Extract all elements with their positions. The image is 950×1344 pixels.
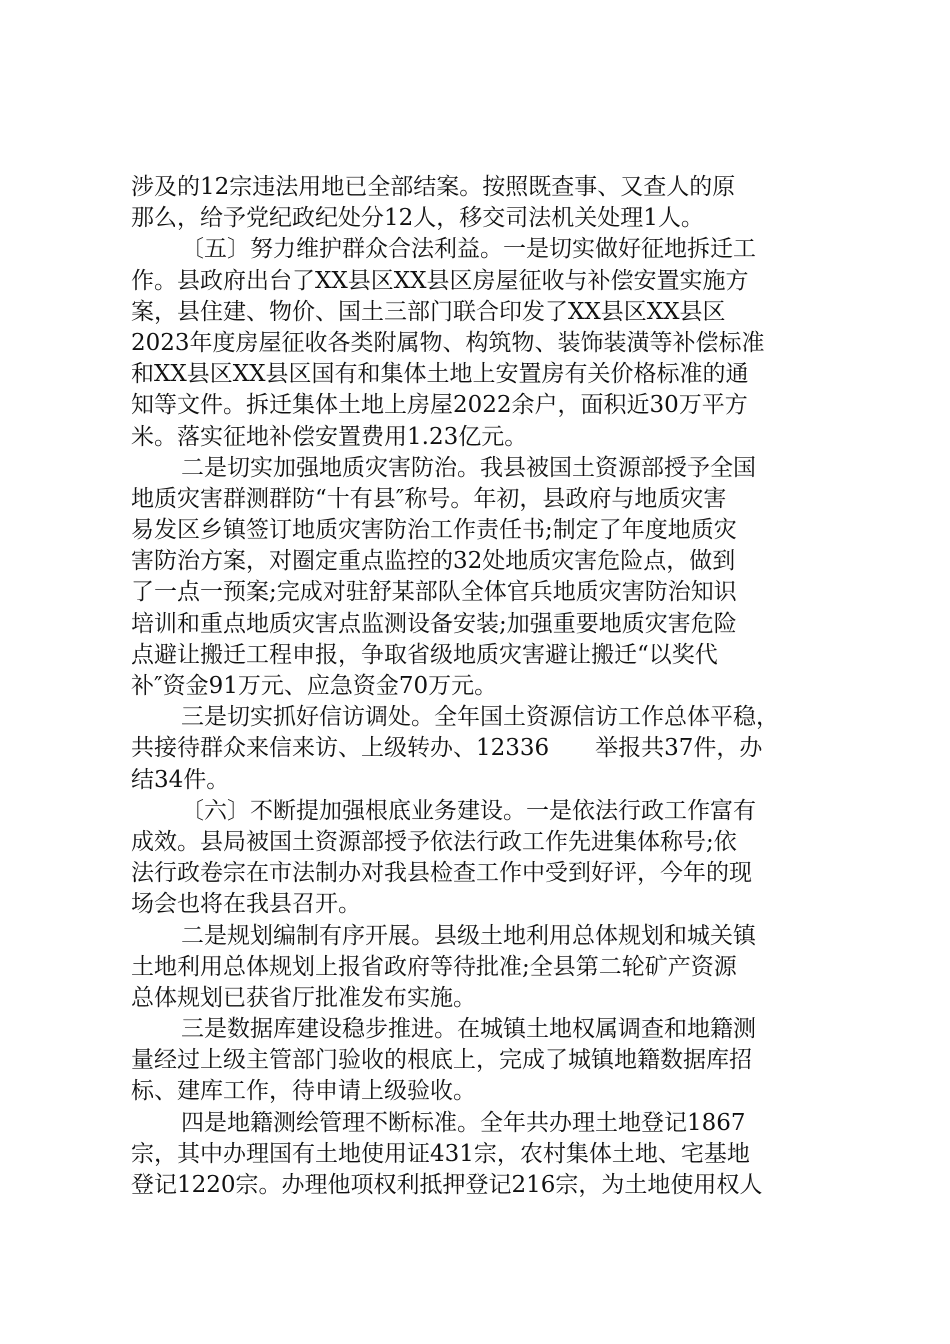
text-line: 结34件。 (131, 766, 230, 793)
text-line: 成效。县局被国土资源部授予依法行政工作先进集体称号;依 (131, 828, 737, 855)
text-line: 地质灾害群测群防“十有县″称号。年初，县政府与地质灾害 (131, 485, 727, 512)
text-line: 场会也将在我县召开。 (131, 891, 361, 918)
paragraph-first-line: 四是地籍测绘管理不断标准。全年共办理土地登记1867 (181, 1109, 746, 1136)
text-line: 易发区乡镇签订地质灾害防治工作责任书;制定了年度地质灾 (131, 517, 737, 544)
text-line: 作。县政府出台了XX县区XX县区房屋征收与补偿安置实施方 (131, 267, 749, 294)
text-line: 法行政卷宗在市法制办对我县检查工作中受到好评，今年的现 (131, 860, 752, 887)
text-line: 宗，其中办理国有土地使用证431宗，农村集体土地、宅基地 (131, 1140, 750, 1167)
text-line: 共接待群众来信来访、上级转办、12336 举报共37件，办 (131, 735, 763, 762)
text-line: 和XX县区XX县区国有和集体土地上安置房有关价格标准的通 (131, 361, 749, 388)
paragraph-first-line: 三是数据库建设稳步推进。在城镇土地权属调查和地籍测 (181, 1016, 756, 1043)
text-line: 那么，给予党纪政纪处分12人，移交司法机关处理1人。 (131, 205, 704, 232)
paragraph-first-line: 〔五〕努力维护群众合法利益。一是切实做好征地拆迁工 (181, 236, 756, 263)
text-line: 点避让搬迁工程申报，争取省级地质灾害避让搬迁“以奖代 (131, 641, 718, 668)
text-line: 土地利用总体规划上报省政府等待批准;全县第二轮矿产资源 (131, 953, 737, 980)
text-line: 米。落实征地补偿安置费用1.23亿元。 (131, 423, 528, 450)
text-line: 害防治方案，对圈定重点监控的32处地质灾害危险点，做到 (131, 548, 736, 575)
paragraph-first-line: 〔六〕不断提加强根底业务建设。一是依法行政工作富有 (181, 797, 756, 824)
text-line: 培训和重点地质灾害点监测设备安装;加强重要地质灾害危险 (131, 610, 737, 637)
text-line: 登记1220宗。办理他项权利抵押登记216宗，为土地使用权人 (131, 1172, 763, 1198)
text-line: 案，县住建、物价、国土三部门联合印发了XX县区XX县区 (131, 298, 726, 325)
document-body (131, 172, 831, 1201)
text-line: 补″资金91万元、应急资金70万元。 (131, 673, 498, 699)
paragraph-first-line: 三是切实抓好信访调处。全年国土资源信访工作总体平稳， (181, 704, 779, 731)
text-line: 涉及的12宗违法用地已全部结案。按照既查事、又查人的原 (131, 174, 736, 200)
text-line: 2023年度房屋征收各类附属物、构筑物、装饰装潢等补偿标准 (131, 329, 765, 356)
text-line: 总体规划已获省厅批准发布实施。 (131, 984, 476, 1011)
text-line: 了一点一预案;完成对驻舒某部队全体官兵地质灾害防治知识 (131, 579, 737, 606)
paragraph-first-line: 二是规划编制有序开展。县级土地利用总体规划和城关镇 (181, 922, 756, 949)
text-line: 知等文件。拆迁集体土地上房屋2022余户，面积近30万平方 (131, 392, 748, 419)
paragraph-first-line: 二是切实加强地质灾害防治。我县被国土资源部授予全国 (181, 454, 756, 481)
text-line: 标、建库工作，待申请上级验收。 (131, 1078, 476, 1105)
text-line: 量经过上级主管部门验收的根底上，完成了城镇地籍数据库招 (131, 1047, 752, 1074)
